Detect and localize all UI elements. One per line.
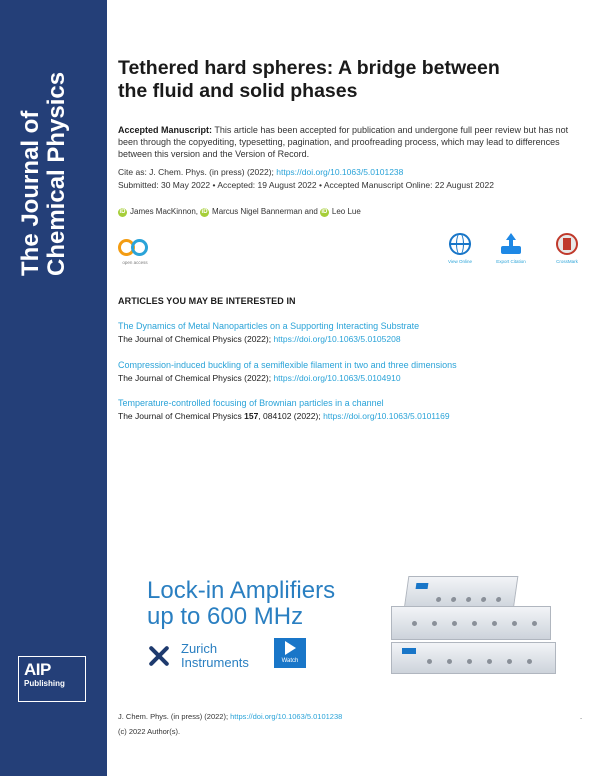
paper-title [118, 57, 578, 103]
related-article-title[interactable]: Compression-induced buckling of a semiflexible filament in two and three dimensions [118, 360, 457, 370]
brand-line1: Zurich [181, 641, 218, 656]
related-article [118, 397, 588, 423]
related-articles-heading: ARTICLES YOU MAY BE INTERESTED IN [118, 296, 296, 306]
crossmark-icon [556, 233, 578, 255]
brand-line2: Instruments [181, 655, 249, 670]
copyright-notice: (c) 2022 Author(s). [118, 727, 181, 736]
accepted-label: Accepted Manuscript: [118, 125, 213, 135]
aip-logo-text: AIP [24, 660, 51, 679]
related-article-title[interactable]: The Dynamics of Metal Nanoparticles on a Supporting Interacting Substrate [118, 321, 420, 331]
export-icon [500, 233, 522, 255]
journal-name-line2: Chemical Physics [43, 71, 70, 276]
export-citation-label: Export Citation [496, 259, 526, 264]
footer-cite-prefix: J. Chem. Phys. (in press) (2022); [118, 712, 231, 721]
watch-label: Watch [281, 658, 299, 664]
ad-headline [147, 578, 335, 630]
brand-name [181, 642, 249, 670]
related-article-doi-link[interactable]: https://doi.org/10.1063/5.0101169 [323, 411, 450, 421]
footer-dot: . [580, 712, 583, 721]
export-citation-button[interactable] [493, 233, 529, 264]
journal-name [18, 72, 70, 276]
cite-prefix: Cite as: J. Chem. Phys. (in press) (2022); [118, 167, 277, 177]
journal-sidebar [0, 0, 107, 776]
publishing-logo-text: Publishing [24, 679, 65, 688]
orcid-icon[interactable]: iD [201, 208, 208, 215]
related-article-doi-link[interactable]: https://doi.org/10.1063/5.0104910 [273, 373, 401, 383]
reference-suffix: , 084102 (2022); [258, 411, 324, 421]
ad-headline-line2: up to 600 MHz [147, 603, 304, 630]
cite-doi-link[interactable]: https://doi.org/10.1063/5.0101238 [276, 167, 404, 177]
author-2-name: Marcus Nigel Bannerman and [212, 207, 318, 216]
cite-as [118, 167, 403, 178]
reference-prefix: The Journal of Chemical Physics (2022); [118, 334, 274, 344]
watch-button[interactable] [274, 638, 306, 668]
author-3-name: Leo Lue [331, 207, 361, 216]
footer-doi-link[interactable]: https://doi.org/10.1063/5.0101238 [230, 712, 343, 721]
reference-volume: 157 [244, 411, 259, 421]
related-article-reference [118, 333, 588, 346]
open-access-logo [118, 237, 152, 269]
author-list [118, 206, 363, 218]
advertisement-banner[interactable] [141, 568, 561, 678]
author-1-name: James MacKinnon, [130, 207, 199, 216]
orcid-icon[interactable]: iD [119, 208, 126, 215]
author-3[interactable] [320, 206, 361, 218]
view-online-label: View Online [448, 259, 472, 264]
footer-citation [118, 712, 342, 721]
related-article-reference [118, 372, 588, 385]
related-article-doi-link[interactable]: https://doi.org/10.1063/5.0105208 [273, 334, 401, 344]
journal-name-line1: The Journal of [17, 110, 44, 276]
related-article [118, 359, 588, 385]
accepted-manuscript-notice [118, 124, 578, 160]
author-1[interactable] [118, 206, 198, 218]
aip-publishing-logo[interactable] [18, 656, 86, 702]
open-access-label: open access [122, 260, 148, 265]
open-access-icon [118, 237, 152, 259]
paper-title-line1: Tethered hard spheres: A bridge between [118, 57, 500, 79]
reference-prefix: The Journal of Chemical Physics (2022); [118, 373, 274, 383]
ad-headline-line1: Lock-in Amplifiers [147, 577, 336, 604]
related-article [118, 320, 588, 346]
reference-prefix: The Journal of Chemical Physics [118, 411, 245, 421]
orcid-icon[interactable]: iD [321, 208, 328, 215]
zurich-instruments-logo [147, 642, 249, 670]
lock-in-amplifier-devices-image [386, 568, 561, 678]
paper-title-line2: the fluid and solid phases [118, 80, 358, 102]
play-icon [285, 641, 296, 655]
globe-icon [449, 233, 471, 255]
view-online-button[interactable] [442, 233, 478, 264]
related-article-reference [118, 410, 588, 423]
related-article-title[interactable]: Temperature-controlled focusing of Brownian particles in a channel [118, 398, 384, 408]
author-2[interactable] [200, 206, 318, 218]
accepted-text: This article has been accepted for publication and undergone full peer review but has not been through the copyediting, typesetting, pagination, and proofreading process, which may lead to differences between this version and the Version of Record. [118, 125, 569, 159]
submission-dates: Submitted: 30 May 2022 • Accepted: 19 August 2022 • Accepted Manuscript Online: 22 August 2022 [118, 180, 494, 190]
crossmark-label: CrossMark [556, 259, 578, 264]
zurich-instruments-x-icon [147, 644, 171, 668]
crossmark-button[interactable] [549, 233, 585, 264]
